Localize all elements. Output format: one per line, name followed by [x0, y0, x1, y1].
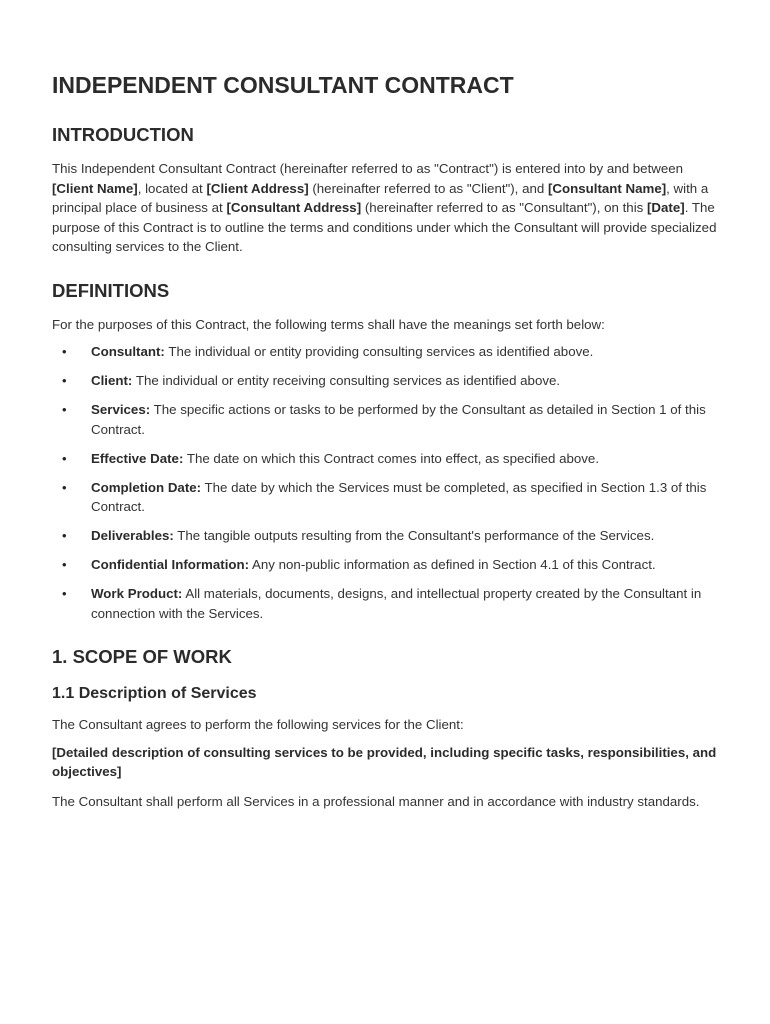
services-description-placeholder: [Detailed description of consulting services to be provided, including specific tasks, responsibilities, and objectives]	[52, 744, 717, 779]
section-heading-definitions: DEFINITIONS	[52, 279, 170, 301]
definition-term: Client:	[91, 373, 133, 388]
definition-text: Any non-public information as defined in Section 4.1 of this Contract.	[249, 557, 656, 572]
definition-text: The individual or entity receiving consulting services as identified above.	[132, 373, 561, 388]
list-item	[62, 342, 718, 362]
intro-text: . The purpose of this Contract is to outline the terms and conditions under which the Consultant will provide specialized consulting services to the Client.	[52, 200, 717, 254]
bullet-icon: •	[62, 344, 67, 359]
definition-text: The date by which the Services must be completed, as specified in Section 1.3 of this Contract.	[91, 479, 707, 514]
definitions-list	[52, 342, 718, 623]
subsection-heading-description-of-services: 1.1 Description of Services	[52, 685, 257, 702]
section-heading-introduction: INTRODUCTION	[52, 124, 194, 145]
definition-text: All materials, documents, designs, and intellectual property created by the Consultant in connection with the Services.	[91, 586, 702, 621]
definition-text: The individual or entity providing consulting services as identified above.	[164, 344, 594, 359]
consultant-address-placeholder: [Consultant Address]	[226, 200, 362, 215]
list-item	[62, 371, 718, 391]
date-placeholder: [Date]	[647, 200, 685, 215]
definition-term: Services:	[91, 402, 151, 417]
intro-text: , located at	[137, 180, 207, 196]
definition-text: The tangible outputs resulting from the Consultant's performance of the Services.	[173, 528, 655, 543]
definition-term: Completion Date:	[91, 479, 202, 495]
intro-text: This Independent Consultant Contract (hereinafter referred to as "Contract") is entered into by and between	[52, 161, 684, 176]
intro-text: , with a principal place of business at	[52, 180, 709, 215]
definition-term: Consultant:	[91, 344, 165, 359]
list-item	[62, 526, 718, 546]
services-standards-paragraph: The Consultant shall perform all Services in a professional manner and in accordance with industry standards.	[52, 793, 700, 809]
document-title: INDEPENDENT CONSULTANT CONTRACT	[52, 72, 514, 98]
client-address-placeholder: [Client Address]	[206, 180, 309, 196]
bullet-icon: •	[62, 479, 67, 495]
bullet-icon: •	[62, 402, 67, 417]
services-lead: The Consultant agrees to perform the following services for the Client:	[52, 717, 464, 732]
section-heading-scope-of-work: 1. SCOPE OF WORK	[52, 646, 232, 667]
list-item	[62, 555, 718, 575]
bullet-icon: •	[62, 586, 67, 601]
definitions-lead: For the purposes of this Contract, the following terms shall have the meanings set forth below:	[52, 316, 605, 332]
bullet-icon: •	[62, 528, 67, 543]
list-item	[62, 400, 718, 439]
definition-term: Work Product:	[91, 586, 183, 601]
definition-text: The date on which this Contract comes into effect, as specified above.	[183, 450, 600, 466]
list-item	[62, 584, 718, 623]
intro-text: (hereinafter referred to as "Consultant"), on this	[361, 200, 647, 215]
definition-term: Confidential Information:	[91, 557, 250, 572]
bullet-icon: •	[62, 373, 67, 388]
list-item	[62, 449, 718, 469]
introduction-paragraph	[52, 159, 718, 257]
definition-text: The specific actions or tasks to be performed by the Consultant as detailed in Section 1 of this Contract.	[91, 402, 706, 437]
intro-text: (hereinafter referred to as "Client"), and	[308, 180, 548, 196]
client-name-placeholder: [Client Name]	[52, 180, 138, 196]
list-item	[62, 478, 718, 517]
definition-term: Deliverables:	[91, 528, 174, 543]
consultant-name-placeholder: [Consultant Name]	[547, 180, 667, 196]
bullet-icon: •	[62, 450, 67, 466]
bullet-icon: •	[62, 557, 67, 572]
definition-term: Effective Date:	[91, 450, 184, 466]
